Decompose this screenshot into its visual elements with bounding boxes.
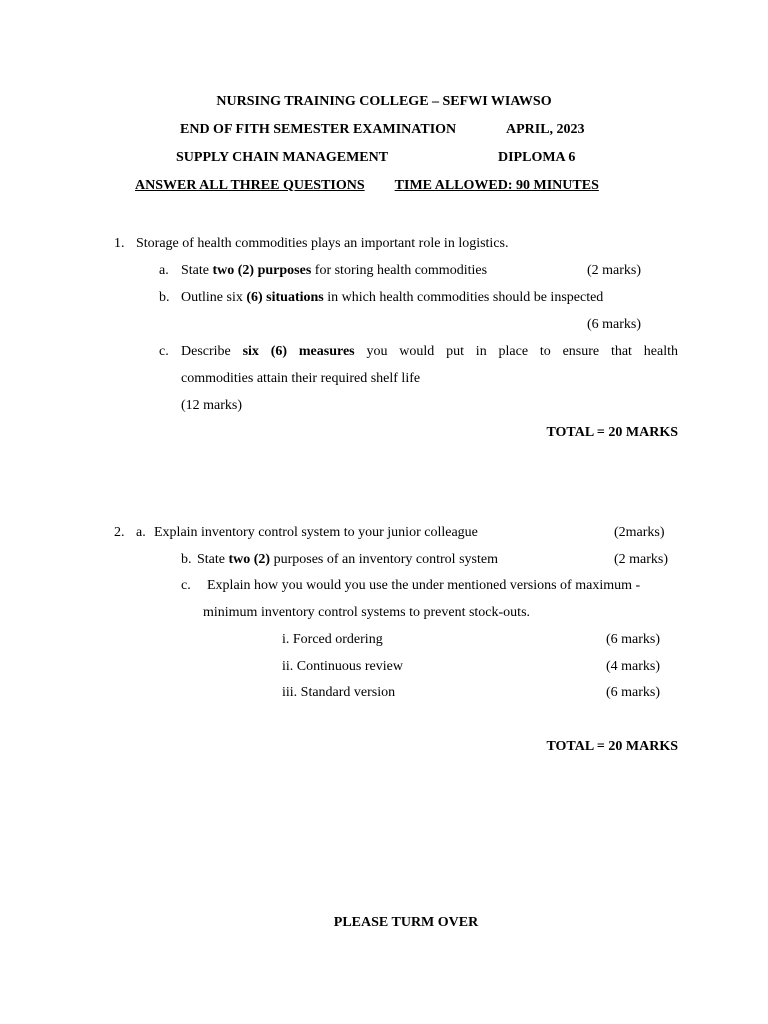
q1a-bold: two (2) purposes bbox=[212, 263, 312, 278]
q2b-bold: two (2) bbox=[228, 552, 271, 567]
q1a-label: a. bbox=[159, 263, 169, 278]
q2-item-marks: (6 marks) bbox=[606, 632, 661, 647]
q2b-label: b. bbox=[181, 552, 192, 567]
q2-item-marks: (4 marks) bbox=[606, 659, 661, 674]
q2-total: TOTAL = 20 MARKS bbox=[546, 739, 678, 754]
q2c-label: c. bbox=[181, 578, 191, 593]
q1b-marks: (6 marks) bbox=[587, 317, 642, 332]
q1c-text-line1: Describe six (6) measures you would put in place to ensure that health bbox=[181, 344, 678, 359]
q2a-label: a. bbox=[136, 525, 146, 540]
q1b-text: Outline six (6) situations in which health commodities should be inspected bbox=[181, 290, 604, 305]
college-title: NURSING TRAINING COLLEGE – SEFWI WIAWSO bbox=[216, 94, 552, 109]
exam-title: END OF FITH SEMESTER EXAMINATION bbox=[180, 122, 457, 137]
q1-stem: Storage of health commodities plays an important role in logistics. bbox=[136, 236, 509, 251]
instruction-line bbox=[135, 177, 599, 195]
course-level: DIPLOMA 6 bbox=[498, 150, 576, 165]
instruction-text: ANSWER ALL THREE QUESTIONS bbox=[135, 178, 365, 193]
exam-date: APRIL, 2023 bbox=[506, 122, 585, 137]
q1a-marks: (2 marks) bbox=[587, 263, 642, 278]
please-turn-over: PLEASE TURM OVER bbox=[333, 915, 479, 930]
q2b-marks: (2 marks) bbox=[614, 552, 669, 567]
q2-item-label: ii. Continuous review bbox=[282, 659, 403, 674]
q2-number: 2. bbox=[114, 525, 125, 540]
q2b-text: State two (2) purposes of an inventory control system bbox=[197, 552, 498, 567]
q2-item-label: iii. Standard version bbox=[282, 685, 396, 700]
q1b-bold: (6) situations bbox=[246, 290, 324, 305]
q2a-text: Explain inventory control system to your junior colleague bbox=[154, 525, 478, 540]
q2c-text-line1: Explain how you would you use the under mentioned versions of maximum - bbox=[207, 578, 641, 593]
q1a-text: State two (2) purposes for storing health commodities bbox=[181, 263, 488, 278]
q1-total: TOTAL = 20 MARKS bbox=[546, 425, 678, 440]
q2c-text-line2: minimum inventory control systems to prevent stock-outs. bbox=[203, 605, 531, 620]
q1b-label: b. bbox=[159, 290, 170, 305]
q2-item-marks: (6 marks) bbox=[606, 685, 661, 700]
q2-item-label: i. Forced ordering bbox=[282, 632, 383, 647]
time-allowed: TIME ALLOWED: 90 MINUTES bbox=[394, 178, 599, 193]
q1c-label: c. bbox=[159, 344, 169, 359]
q1c-bold: six (6) measures bbox=[242, 344, 355, 359]
q1c-text-line2: commodities attain their required shelf life bbox=[181, 371, 421, 386]
course-title: SUPPLY CHAIN MANAGEMENT bbox=[176, 150, 389, 165]
q1c-marks: (12 marks) bbox=[181, 398, 243, 413]
q2a-marks: (2marks) bbox=[614, 525, 665, 540]
q1-number: 1. bbox=[114, 236, 125, 251]
